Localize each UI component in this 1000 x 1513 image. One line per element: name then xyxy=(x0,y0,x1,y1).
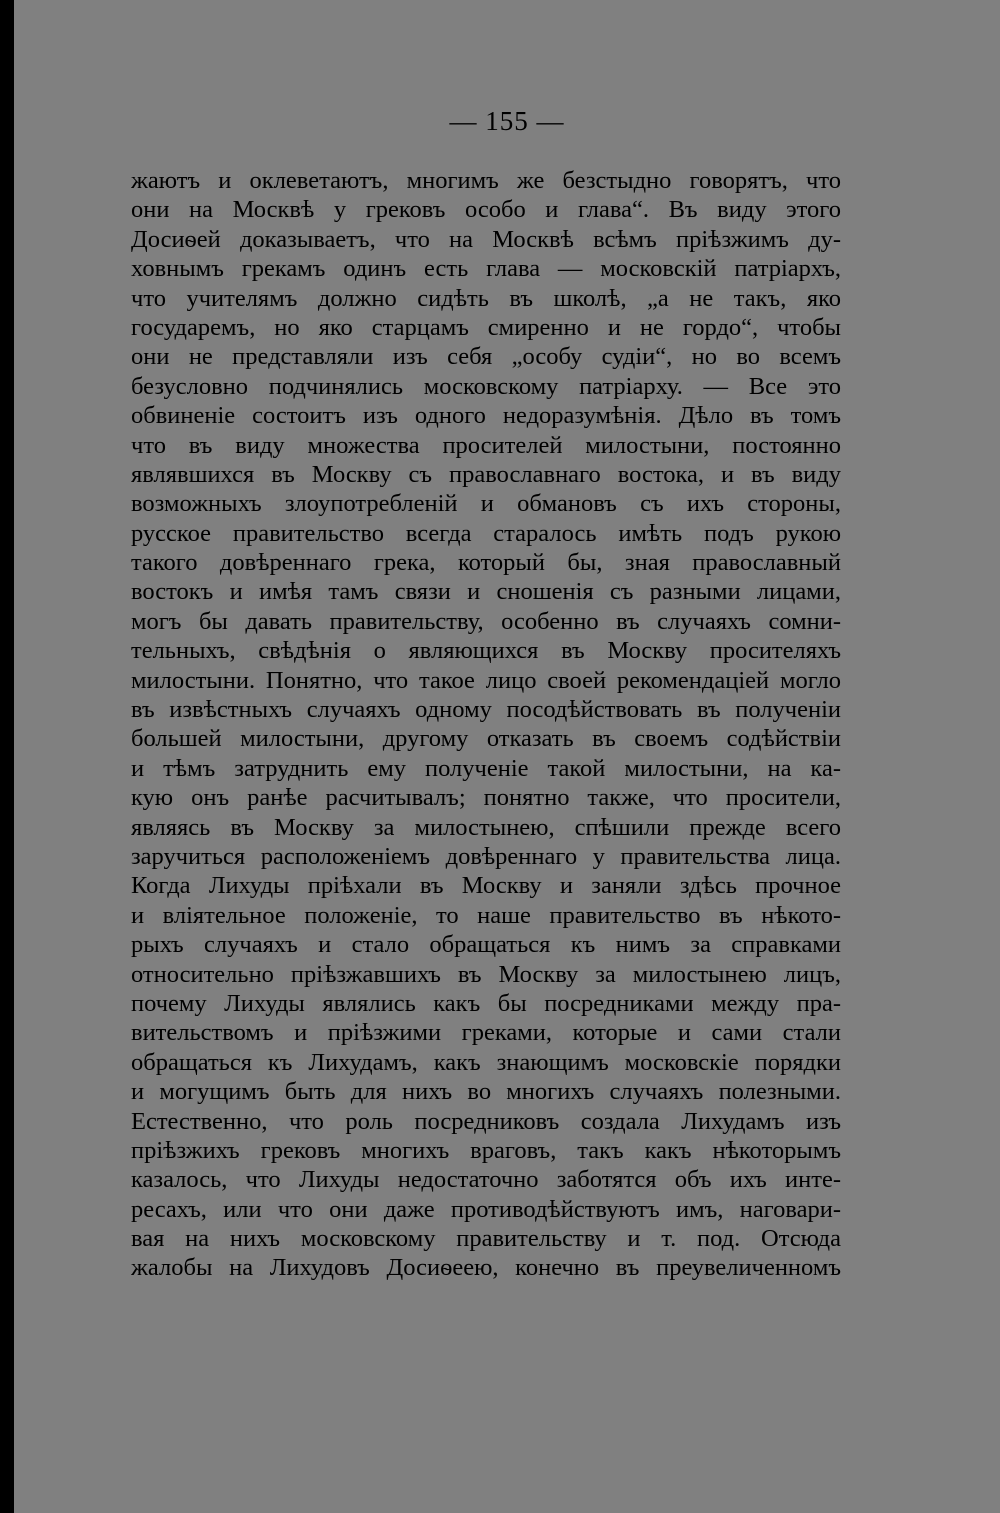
text-line: тельныхъ, свѣдѣнія о являющихся въ Москву просителяхъ xyxy=(131,637,841,665)
text-line: кую онъ ранѣе расчитывалъ; понятно также, что просители, xyxy=(131,784,841,812)
text-line: возможныхъ злоупотребленій и обмановъ съ ихъ стороны, xyxy=(131,490,841,518)
text-line: что въ виду множества просителей милостыни, постоянно xyxy=(131,431,841,459)
text-line: обвиненіе состоитъ изъ одного недоразумѣнія. Дѣло въ томъ xyxy=(131,402,841,430)
text-line: и тѣмъ затруднить ему полученіе такой милостыни, на ка- xyxy=(131,754,841,782)
text-line: казалось, что Лихуды недостаточно заботятся объ ихъ инте- xyxy=(131,1166,841,1194)
text-line: пріѣзжихъ грековъ многихъ враговъ, такъ какъ нѣкоторымъ xyxy=(131,1136,841,1164)
text-line: жалобы на Лихудовъ Досиѳеею, конечно въ преувеличенномъ xyxy=(131,1254,841,1282)
text-line: милостыни. Понятно, что такое лицо своей рекомендацiей могло xyxy=(131,666,841,694)
text-line: ресахъ, или что они даже противодѣйствуютъ имъ, наговари- xyxy=(131,1195,841,1223)
text-line: они не представляли изъ себя „особу судіи“, но во всемъ xyxy=(131,343,841,371)
text-line: государемъ, но яко старцамъ смиренно и не гордо“, чтобы xyxy=(131,313,841,341)
text-line: почему Лихуды являлись какъ бы посредниками между пра- xyxy=(131,989,841,1017)
text-line: вая на нихъ московскому правительству и т. под. Отсюда xyxy=(131,1225,841,1253)
text-line: жаютъ и оклеветаютъ, многимъ же безстыдно говорятъ, что xyxy=(131,167,841,194)
text-line: являясь въ Москву за милостынею, спѣшили прежде всего xyxy=(131,813,841,841)
text-line: они на Москвѣ у грековъ особо и глава“. Въ виду этого xyxy=(131,196,841,224)
text-line: Естественно, что роль посредниковъ создала Лихудамъ изъ xyxy=(131,1107,841,1135)
text-line: востокъ и имѣя тамъ связи и сношенія съ разными лицами, xyxy=(131,578,841,606)
text-line: Когда Лихуды пріѣхали въ Москву и заняли здѣсь прочное xyxy=(131,872,841,900)
text-line: являвшихся въ Москву съ православнаго востока, и въ виду xyxy=(131,460,841,488)
text-line: и вліятельное положеніе, то наше правительство въ нѣкото- xyxy=(131,901,841,929)
text-line: такого довѣреннаго грека, который бы, зная православный xyxy=(131,549,841,577)
body-text xyxy=(131,166,841,1283)
text-line: русское правительство всегда старалось имѣть подъ рукою xyxy=(131,519,841,547)
text-line: рыхъ случаяхъ и стало обращаться къ нимъ за справками xyxy=(131,931,841,959)
text-line: большей милостыни, другому отказать въ своемъ содѣйствіи xyxy=(131,725,841,753)
text-line: заручиться расположеніемъ довѣреннаго у правительства лица. xyxy=(131,842,841,870)
text-line: безусловно подчинялись московскому патріарху. — Все это xyxy=(131,372,841,400)
page-number: — 155 — xyxy=(449,106,565,136)
text-line: и могущимъ быть для нихъ во многихъ случаяхъ полезными. xyxy=(131,1078,841,1106)
text-line: въ извѣстныхъ случаяхъ одному посодѣйствовать въ полученіи xyxy=(131,696,841,724)
text-line: что учителямъ должно сидѣть въ школѣ, „а не такъ, яко xyxy=(131,284,841,312)
text-line: ховнымъ грекамъ одинъ есть глава — московскій патріархъ, xyxy=(131,255,841,283)
text-line: относительно пріѣзжавшихъ въ Москву за милостынею лицъ, xyxy=(131,960,841,988)
text-line: могъ бы давать правительству, особенно въ случаяхъ сомни- xyxy=(131,607,841,635)
text-line: Досиѳей доказываетъ, что на Москвѣ всѣмъ пріѣзжимъ ду- xyxy=(131,225,841,253)
text-line: вительствомъ и пріѣзжими греками, которые и сами стали xyxy=(131,1019,841,1047)
book-page xyxy=(14,0,1000,1513)
text-line: обращаться къ Лихудамъ, какъ знающимъ московскіе порядки xyxy=(131,1048,841,1076)
